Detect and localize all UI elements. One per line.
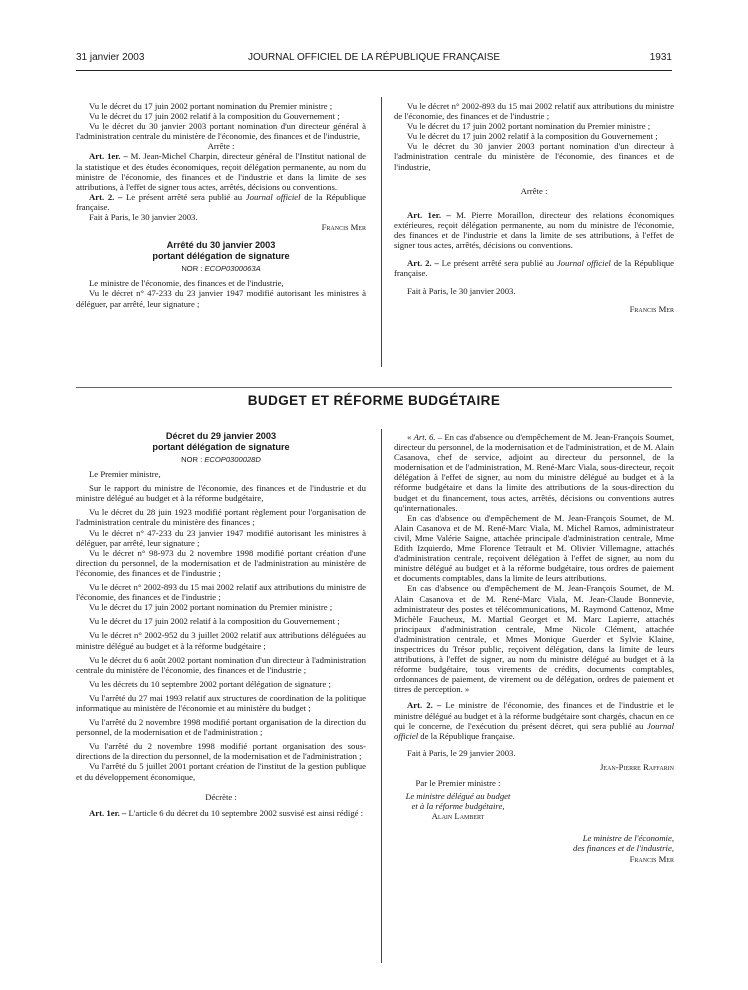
decret-title: Décret du 29 janvier 2003 <box>165 431 277 441</box>
preamble-paragraph: Le ministre de l'économie, des finances et de l'industrie, <box>89 278 284 289</box>
article-text: L'article 6 du décret du 10 septembre 2002 susvisé est ainsi rédigé : <box>128 807 364 818</box>
visa-paragraph: Vu le décret du 17 juin 2002 portant nomination du Premier ministre ; <box>407 121 651 132</box>
visa-paragraph: Vu le décret n° 2002-893 du 15 mai 2002 relatif aux attributions du ministre de l'économie, des finances et de l'industrie ; <box>394 101 674 122</box>
signature-date: Fait à Paris, le 30 janvier 2003. <box>89 212 198 223</box>
minister-role: Le ministre de l'économie, <box>582 833 674 844</box>
decret-column <box>76 431 366 818</box>
article-6-paragraph <box>394 432 674 513</box>
nor-label: NOR : <box>181 264 205 274</box>
nor-label: NOR : <box>181 455 205 464</box>
header-date: 31 janvier 2003 <box>76 52 145 63</box>
nor-code: ECOP0300063A <box>204 264 261 274</box>
visa-paragraph: Sur le rapport du ministre de l'économie, des finances et de l'industrie et du ministre délégué au budget et à la réforme budgétaire, <box>76 483 366 504</box>
minister-name: Alain Lambert <box>431 811 485 822</box>
article-label: Art. 2. – <box>407 258 439 269</box>
minister-role: des finances et de l'industrie, <box>572 843 674 854</box>
section-title: BUDGET ET RÉFORME BUDGÉTAIRE <box>247 393 501 408</box>
delegation-paragraph: En cas d'absence ou d'empêchement de M. Jean-François Soumet, de M. Alain Casanova et de M. René-Marc Viala, M. Jean-Claude Bonnevie, administrateur des postes et télécommunications, M. Raymond Cattenoz, Mme Michèle Faucheux, M. Martial Georget et M. Marc Lapierre, attachés principaux d'administration centrale, Mme Nicole Clément, attachée d'administration centrale, et Mmes Monique Guerder et Sylvie Klaine, inspectrices du Trésor public, reçoivent délégation, dans la limite de leurs attributions, à l'effet de signer, au nom du ministre délégué au budget et à la réforme budgétaire, tous virements de crédits, documents comptables, ordonnances de paiement, de virement ou de délégation, ordres de paiement et titres de perception. » <box>394 583 674 695</box>
article-1 <box>76 151 366 191</box>
nor-code: ECOP0300028D <box>204 455 261 464</box>
section-rule <box>76 387 672 388</box>
delegation-paragraph: En cas d'absence ou d'empêchement de M. Jean-François Soumet, de M. Alain Casanova et de M. René-Marc Viala, M. Michel Ramos, administrateur civil, Mme Valérie Saigne, attachée principale d'administration centrale, Mme Edith Izquierdo, Mme Florence Tetrault et M. Olivier Villemagne, attachés d'administration centrale, reçoivent délégation à l'effet de signer, au nom du ministre délégué au budget et à la réforme budgétaire, tous ordres de paiement et documents comptables, dans la limite de leurs attributions. <box>394 512 674 584</box>
signature-date: Fait à Paris, le 30 janvier 2003. <box>407 286 516 297</box>
visa-paragraph: Vu le décret n° 2002-952 du 3 juillet 2002 relatif aux attributions déléguées au ministre délégué au budget et à la réforme budgétaire ; <box>76 630 366 651</box>
minister-role: et à la réforme budgétaire, <box>411 801 505 812</box>
article-2 <box>394 258 674 278</box>
visa-paragraph: Vu le décret du 17 juin 2002 portant nomination du Premier ministre ; <box>89 101 333 111</box>
top-right-column <box>394 101 674 315</box>
visa-paragraph: Vu le décret du 30 janvier 2003 portant nomination d'un directeur à l'administration centrale du ministère de l'économie, des finances et de l'industrie, <box>394 141 674 172</box>
journal-officiel-ref: Journal officiel <box>556 258 611 269</box>
article-text: Le ministre de l'économie, des finances et de l'industrie et le ministre délégué au budget et à la réforme budgétaire sont chargés, chacun en ce qui le concerne, de l'exécution du présent décret, qui sera publié au <box>394 700 675 731</box>
preamble-paragraph: Le Premier ministre, <box>89 469 161 480</box>
arrete-heading: Arrête : <box>207 141 235 152</box>
article-1 <box>76 808 366 818</box>
article-text: Le présent arrêté sera publié au <box>441 258 557 269</box>
article-label: Art. 6. <box>413 432 436 442</box>
nor-reference <box>76 264 366 274</box>
visa-paragraph: Vu le décret n° 47-233 du 23 janvier 1947 modifié autorisant les ministres à déléguer, par arrêté, leur signature ; <box>76 288 366 309</box>
visa-paragraph: Vu le décret du 17 juin 2002 relatif à la composition du Gouvernement ; <box>407 131 658 142</box>
article-label: Art. 1er. – <box>89 807 127 818</box>
arrete-heading: Arrête : <box>520 185 548 196</box>
signer-name: Francis Mer <box>321 222 366 233</box>
minister-name: Francis Mer <box>629 853 674 864</box>
header-journal-title: JOURNAL OFFICIEL DE LA RÉPUBLIQUE FRANÇAISE <box>247 52 501 63</box>
column-divider <box>381 97 382 367</box>
column-divider <box>381 429 382 963</box>
running-header <box>76 52 672 68</box>
decret-right-column <box>394 432 674 864</box>
article-text: de la République française. <box>394 258 674 279</box>
decret-subtitle: portant délégation de signature <box>152 442 290 452</box>
visa-paragraph: Vu l'arrêté du 5 juillet 2001 portant création de l'institut de la gestion publique et du développement économique, <box>76 761 366 782</box>
signature-date: Fait à Paris, le 29 janvier 2003. <box>407 747 516 758</box>
article-text: M. Jean-Michel Charpin, directeur général de l'Institut national de la statistique et des études économiques, reçoit délégation permanente, au nom du ministre de l'économie, des finances et de l'industrie et dans la limite de ses attributions, à l'effet de signer tous actes, arrêtés, décisions ou conventions. <box>76 151 366 192</box>
visa-paragraph: Vu l'arrêté du 2 novembre 1998 modifié portant organisation des sous-directions de la direction du personnel, de la modernisation et de l'administration ; <box>76 741 366 762</box>
visa-paragraph: Vu le décret du 17 juin 2002 relatif à la composition du Gouvernement ; <box>89 111 340 122</box>
journal-officiel-ref: Journal officiel <box>245 191 301 202</box>
article-label: Art. 2. – <box>407 700 442 711</box>
header-rule <box>76 70 672 71</box>
quote-mark: « <box>407 432 414 442</box>
signer-name: Francis Mer <box>629 304 674 315</box>
article-2 <box>76 192 366 212</box>
visa-paragraph: Vu le décret du 6 août 2002 portant nomination d'un directeur à l'administration centrale du ministère de l'économie, des finances et de l'industrie ; <box>76 654 366 675</box>
article-1 <box>394 210 674 250</box>
visa-paragraph: Vu le décret du 30 janvier 2003 portant nomination d'un directeur général à l'administration centrale du ministère de l'économie, des finances et de l'industrie, <box>76 121 366 142</box>
visa-paragraph: Vu le décret n° 47-233 du 23 janvier 1947 modifié autorisant les ministres à déléguer, par arrêté, leur signature ; <box>76 527 366 548</box>
countersign-block <box>530 833 674 863</box>
countersign-label: Par le Premier ministre : <box>415 778 501 788</box>
article-text: Le présent arrêté sera publié au <box>125 191 246 202</box>
journal-officiel-ref: Journal officiel <box>394 720 674 741</box>
article-text: – En cas d'absence ou d'empêchement de M. Jean-François Soumet, directeur du personnel, de la modernisation et de l'administration, et de M. Alain Casanova, chef de service, adjoint au directeur du personnel, de la modernisation et de l'administration, M. René-Marc Viala, sous-directeur, reçoit délégation à l'effet de signer, au nom du ministre délégué au budget et à la réforme budgétaire et dans la limite des attributions de la sous-direction du budget et du financement, tous actes, arrêtés, décisions ou conventions autres qu'internationales. <box>394 432 675 513</box>
article-text: de la République française. <box>418 730 515 741</box>
article-label: Art. 2. – <box>89 191 123 202</box>
arrete-title: Arrêté du 30 janvier 2003 <box>166 240 276 251</box>
article-text: M. Pierre Moraillon, directeur des relations économiques extérieures, reçoit délégation permanente, au nom du ministre de l'économie, des finances et de l'industrie et dans la limite de ses attributions, à l'effet de signer tous actes, arrêtés, décisions ou conventions. <box>394 209 675 251</box>
visa-paragraph: Vu le décret n° 98-973 du 2 novembre 1998 modifié portant création d'une direction du personnel, de la modernisation et de l'administration au ministère de l'économie, des finances et de l'industrie ; <box>76 547 366 578</box>
visa-paragraph: Vu le décret du 17 juin 2002 portant nomination du Premier ministre ; <box>89 602 333 613</box>
minister-role: Le ministre délégué au budget <box>405 791 511 802</box>
article-label: Art. 1er. – <box>89 151 128 162</box>
decrete-heading: Décrète : <box>205 791 237 802</box>
header-page-number: 1931 <box>649 52 672 63</box>
top-left-column <box>76 101 366 309</box>
article-2 <box>394 700 674 740</box>
countersign-block <box>394 778 522 821</box>
visa-paragraph: Vu l'arrêté du 2 novembre 1998 modifié portant organisation de la direction du personnel, de la modernisation et de l'administration ; <box>76 717 366 738</box>
visa-paragraph: Vu le décret n° 2002-893 du 15 mai 2002 relatif aux attributions du ministre de l'économie, des finances et de l'industrie ; <box>76 582 366 603</box>
visa-paragraph: Vu l'arrêté du 27 mai 1993 relatif aux structures de coordination de la politique informatique au ministère de l'économie et au ministère du budget ; <box>76 692 366 713</box>
signer-name: Jean-Pierre Raffarin <box>600 761 674 772</box>
article-text: de la République française. <box>76 191 366 212</box>
visa-paragraph: Vu les décrets du 10 septembre 2002 portant délégation de signature ; <box>89 678 331 689</box>
article-label: Art. 1er. – <box>407 209 451 220</box>
visa-paragraph: Vu le décret du 17 juin 2002 relatif à la composition du Gouvernement ; <box>89 616 340 627</box>
visa-paragraph: Vu le décret du 28 juin 1923 modifié portant règlement pour l'organisation de l'administration centrale du ministère des finances ; <box>76 507 366 528</box>
arrete-subtitle: portant délégation de signature <box>152 251 290 262</box>
nor-reference <box>76 455 366 465</box>
